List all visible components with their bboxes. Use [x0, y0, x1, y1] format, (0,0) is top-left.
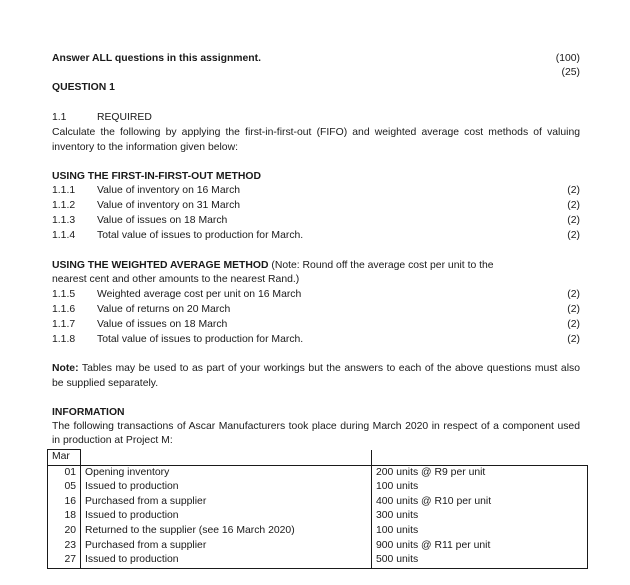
- item-number: 1.1.7: [52, 319, 76, 330]
- qty-cell: 100 units: [372, 524, 588, 539]
- qty-cell: 500 units: [372, 553, 588, 568]
- item-marks: (2): [567, 304, 580, 315]
- item-number: 1.1.2: [52, 200, 76, 211]
- note-paragraph: [52, 362, 580, 392]
- qty-cell: 200 units @ R9 per unit: [372, 465, 588, 480]
- item-text: Value of issues on 18 March: [97, 319, 228, 330]
- desc-cell: Returned to the supplier (see 16 March 2020): [81, 524, 372, 539]
- day-cell: 01: [48, 465, 81, 480]
- day-cell: 27: [48, 553, 81, 568]
- information-intro: The following transactions of Ascar Manufacturers took place during March 2020 in respect of a component used in production at Project M:: [52, 421, 580, 446]
- wac-item: [52, 303, 580, 318]
- transactions-table: [47, 449, 588, 569]
- instruction-text: Answer ALL questions in this assignment.: [52, 53, 261, 64]
- wac-heading-note: (Note: Round off the average cost per unit to the: [268, 260, 494, 271]
- desc-cell: Issued to production: [81, 480, 372, 495]
- item-text: Value of inventory on 31 March: [97, 200, 241, 211]
- item-number: 1.1.8: [52, 334, 76, 345]
- required-label: REQUIRED: [97, 112, 152, 123]
- item-number: 1.1.1: [52, 185, 76, 196]
- table-row: [48, 553, 588, 568]
- item-number: 1.1.5: [52, 289, 76, 300]
- item-text: Total value of issues to production for March.: [97, 230, 304, 241]
- required-number: 1.1: [52, 112, 67, 123]
- table-row: [48, 465, 588, 480]
- fifo-heading: USING THE FIRST-IN-FIRST-OUT METHOD: [52, 171, 261, 182]
- day-cell: 16: [48, 495, 81, 510]
- day-cell: 23: [48, 539, 81, 554]
- fifo-item: [52, 199, 580, 214]
- day-cell: 20: [48, 524, 81, 539]
- item-text: Weighted average cost per unit on 16 March: [97, 289, 302, 300]
- item-marks: (2): [567, 200, 580, 211]
- wac-item: [52, 288, 580, 303]
- note-label: Note:: [52, 363, 79, 374]
- qty-cell: 400 units @ R10 per unit: [372, 495, 588, 510]
- day-cell: 05: [48, 480, 81, 495]
- total-marks: (100): [555, 53, 580, 64]
- desc-cell: Opening inventory: [81, 465, 372, 480]
- desc-cell: Purchased from a supplier: [81, 495, 372, 510]
- item-text: Value of returns on 20 March: [97, 304, 231, 315]
- wac-heading-note-cont: nearest cent and other amounts to the nearest Rand.): [52, 274, 300, 285]
- qty-cell: 300 units: [372, 509, 588, 524]
- item-marks: (2): [567, 215, 580, 226]
- table-row: [48, 524, 588, 539]
- item-number: 1.1.3: [52, 215, 76, 226]
- item-marks: (2): [567, 319, 580, 330]
- fifo-item: [52, 184, 580, 199]
- table-row: [48, 539, 588, 554]
- desc-cell: Purchased from a supplier: [81, 539, 372, 554]
- item-marks: (2): [567, 334, 580, 345]
- item-marks: (2): [567, 185, 580, 196]
- fifo-item: [52, 229, 580, 244]
- note-text: Tables may be used to as part of your workings but the answers to each of the above questions must also be supplied separately.: [52, 363, 580, 389]
- table-row: [48, 495, 588, 510]
- item-number: 1.1.4: [52, 230, 76, 241]
- wac-item: [52, 318, 580, 333]
- wac-heading: [52, 259, 494, 274]
- wac-heading-bold: USING THE WEIGHTED AVERAGE METHOD: [52, 260, 269, 271]
- item-text: Value of inventory on 16 March: [97, 185, 241, 196]
- day-cell: 18: [48, 509, 81, 524]
- information-heading: INFORMATION: [52, 407, 125, 418]
- table-row: [48, 450, 588, 466]
- item-number: 1.1.6: [52, 304, 76, 315]
- qty-cell: 900 units @ R11 per unit: [372, 539, 588, 554]
- question-marks: (25): [561, 67, 580, 78]
- question-title: QUESTION 1: [52, 82, 115, 93]
- month-cell: Mar: [48, 450, 81, 466]
- desc-cell: Issued to production: [81, 509, 372, 524]
- table-row: [48, 509, 588, 524]
- item-marks: (2): [567, 289, 580, 300]
- desc-cell: Issued to production: [81, 553, 372, 568]
- fifo-item: [52, 214, 580, 229]
- item-marks: (2): [567, 230, 580, 241]
- wac-item: [52, 333, 580, 348]
- item-text: Value of issues on 18 March: [97, 215, 228, 226]
- required-text: Calculate the following by applying the first-in-first-out (FIFO) and weighted average cost methods of valuing inventory to the information given below:: [52, 127, 580, 153]
- item-text: Total value of issues to production for March.: [97, 334, 304, 345]
- table-row: [48, 480, 588, 495]
- qty-cell: 100 units: [372, 480, 588, 495]
